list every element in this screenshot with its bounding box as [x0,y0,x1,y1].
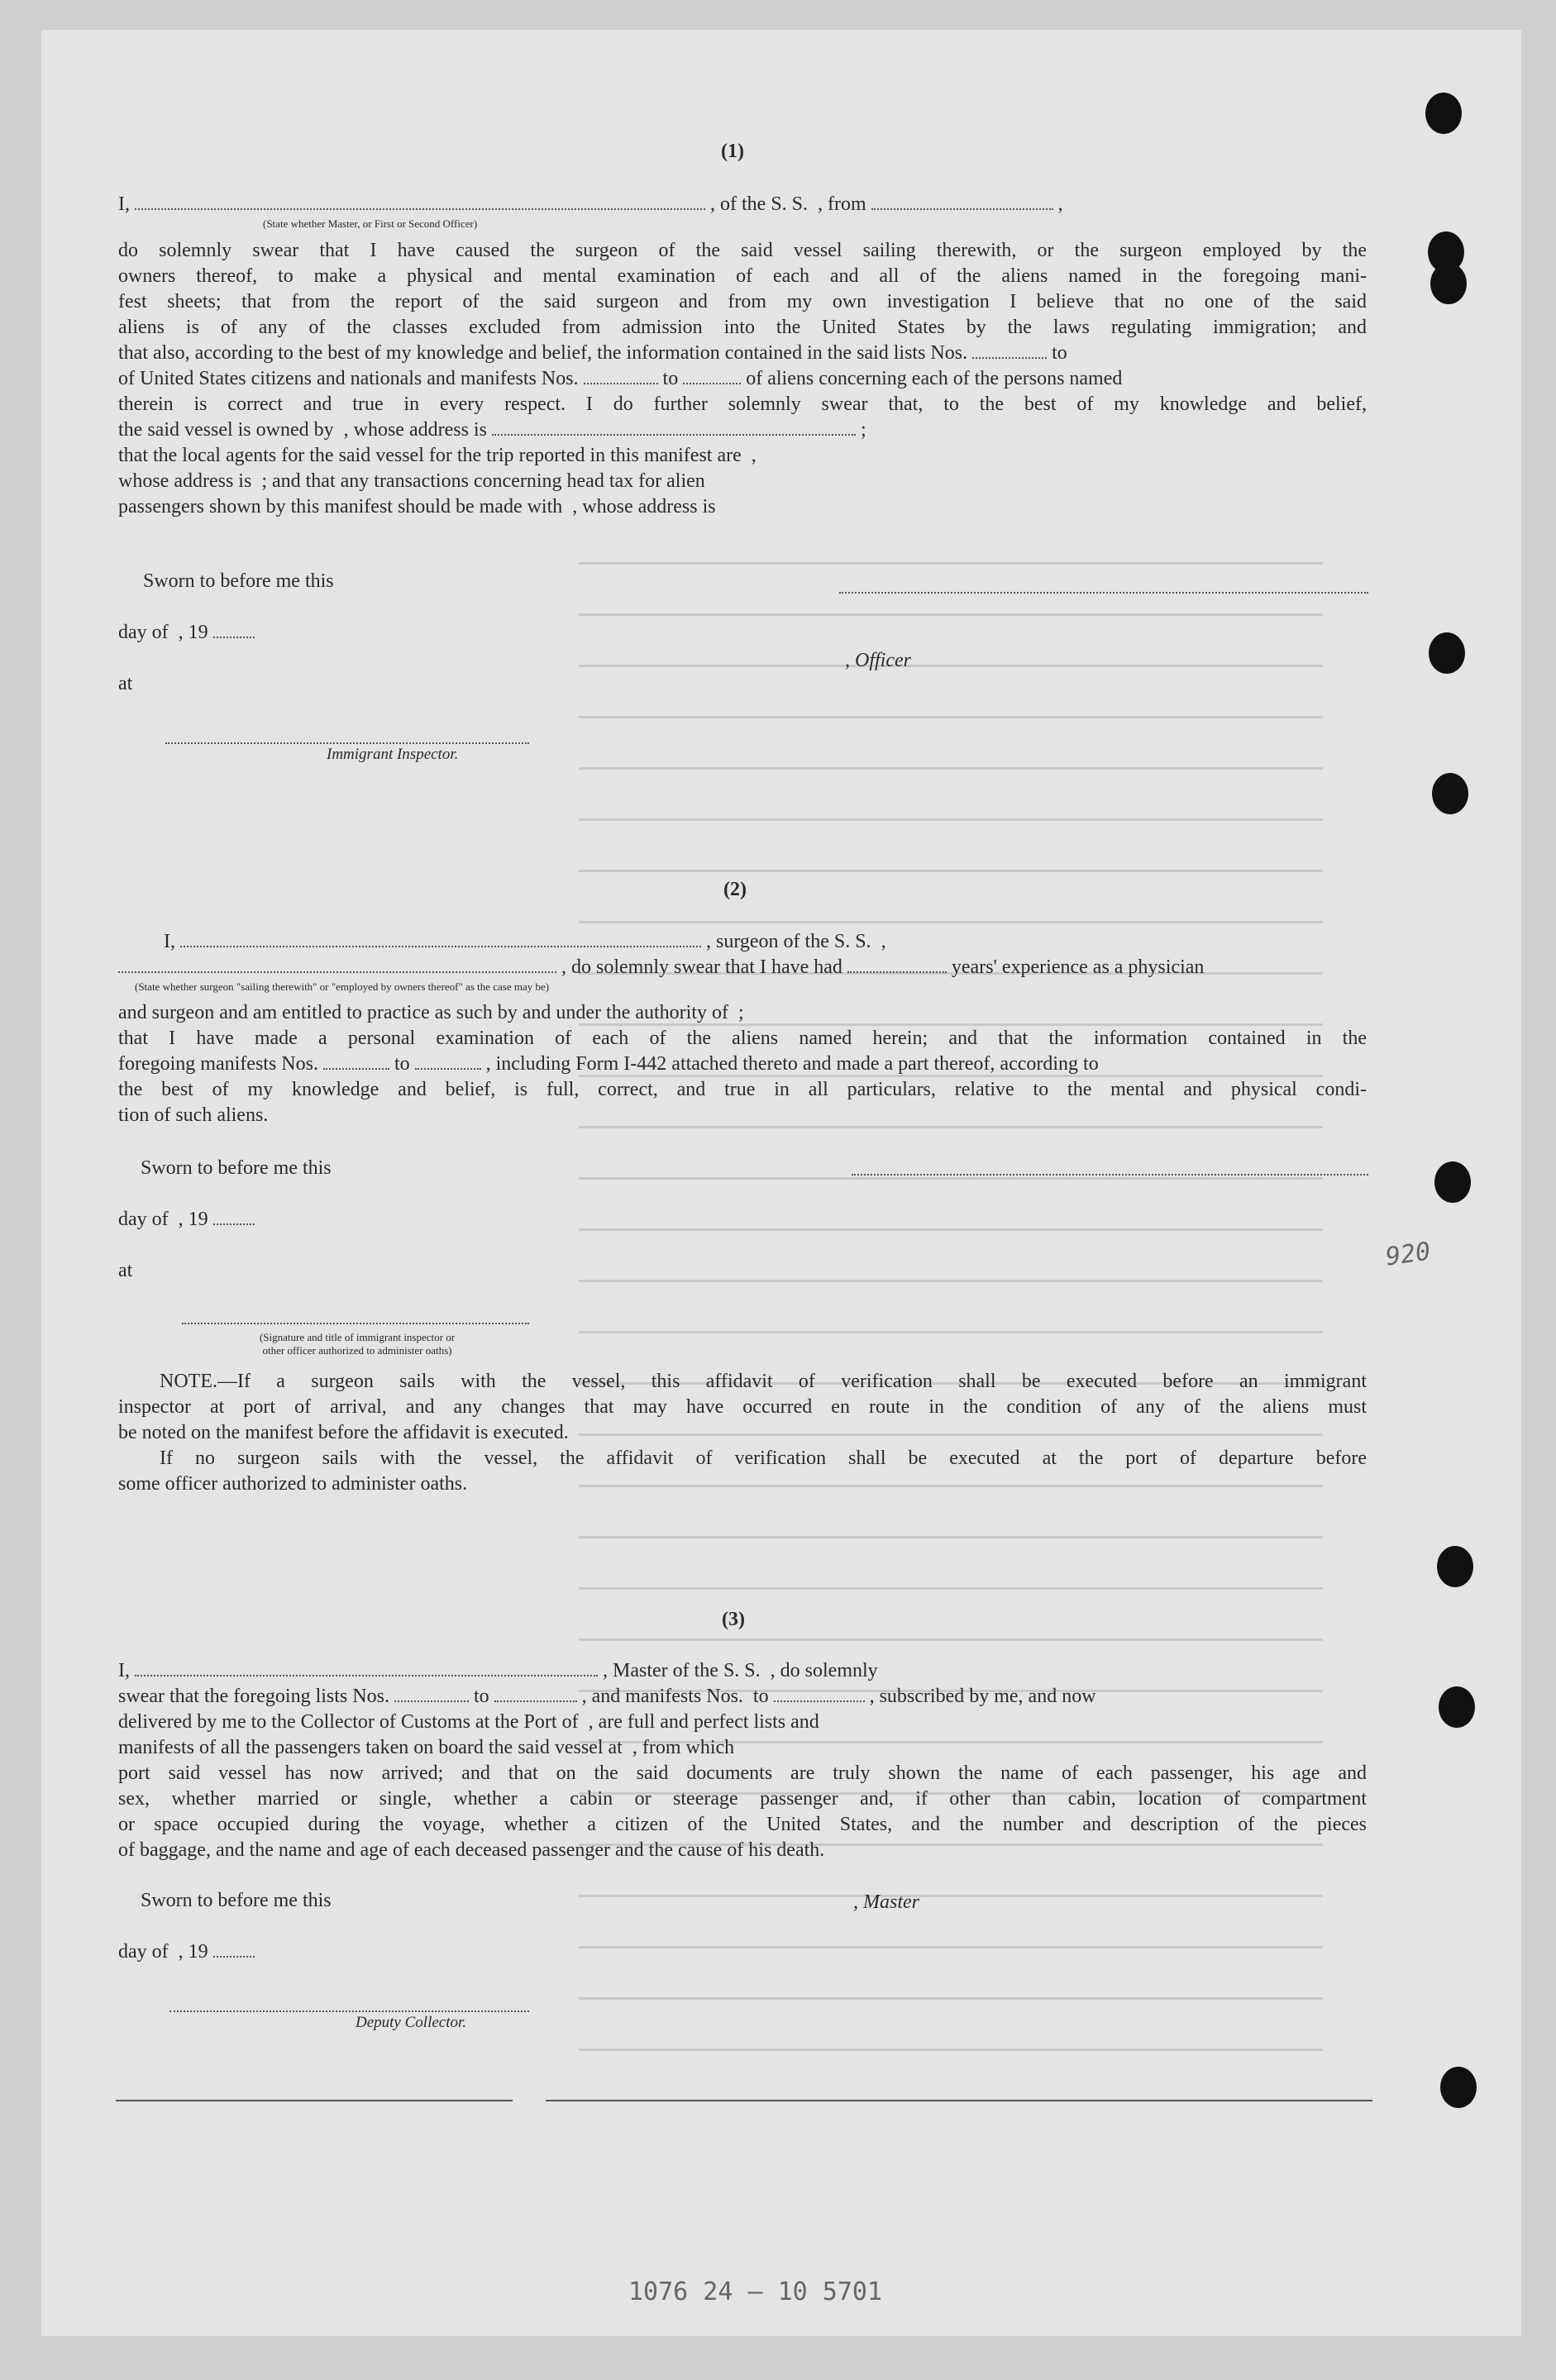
officer-rank-instruction: (State whether Master, or First or Second Officer) [263,217,478,230]
collector-signature-line[interactable] [169,2010,529,2012]
manifests-from-field[interactable] [584,368,658,384]
section-1-dayof: day of , 19 [118,620,532,646]
section-2-text: I, , surgeon of the S. S. , , do solemnly swear that I have had years' experience as a physician [118,929,1367,980]
master-lists-from-field[interactable] [394,1686,469,1702]
section-3-text: I, , Master of the S. S. , do solemnly swear that the foregoing lists Nos. to , and manifests Nos. to , subscribed by me, and now delivered by me to the Collector of Customs at the Port of , are full and perfect lists and manifests of all the passengers taken on board the said vessel at , from which port said vessel has now arrived; and that on the said documents are truly shown the name of each passenger, his age and sex, whether married or single, whether a cabin or steerage passenger and, if other than cabin, location of compartment or space occupied during the voyage, whether a citizen of the United States, and the number and description of the pieces of baggage, and the name and age of each deceased passenger and the cause of his death. [118,1660,1367,1861]
years-experience-field[interactable] [847,956,947,973]
bleed-through [579,529,1323,2100]
bottom-stamp-number: 1076 24 — 10 5701 [628,2277,883,2306]
surgeon-manifest-from-field[interactable] [323,1053,389,1070]
surgeon-status-instruction: (State whether surgeon "sailing therewith" or "employed by owners thereof" as the case may be) [135,980,550,993]
punch-hole [1430,263,1467,304]
officer-name-field[interactable] [135,193,705,210]
section-3-number: (3) [722,1609,745,1630]
manifests-to-field[interactable] [683,368,741,384]
administering-officer-line[interactable] [182,1323,529,1324]
section-1-at: at [118,673,133,694]
from-port-field[interactable] [871,193,1053,210]
section-3-jurat: Sworn to before me this [141,1890,332,1911]
bottom-rule-right [546,2100,1372,2101]
punch-hole [1439,1686,1475,1728]
master-sworn-year-field[interactable] [213,1941,255,1958]
surgeon-note: NOTE.—If a surgeon sails with the vessel, this affidavit of verification shall be executed before an immigrant inspector at port of arrival, and any changes that may have occurred en route in the condition of any of the aliens must be noted on the manifest before the affidavit is executed. If no surgeon sails with the vessel, the affidavit of verification shall be executed at the port of departure before some officer authorized to administer oaths. [118,1371,1367,1495]
surgeon-sworn-year-field[interactable] [213,1209,255,1225]
surgeon-signature-line[interactable] [852,1174,1368,1176]
owner-address-field[interactable] [492,419,856,436]
section-1-jurat: Sworn to before me this [143,570,334,592]
master-lists-to-field[interactable] [494,1686,577,1702]
margin-number: 920 [1383,1237,1433,1272]
section-1-number: (1) [721,141,744,162]
section-2-oath-text: and surgeon and am entitled to practice as such by and under the authority of ; that I have made a personal examination of each of the aliens named herein; and that the information contained in the foregoing manifests Nos. to , including Form I-442 attached thereto and made a part thereof, according to the best of my knowledge and belief, is full, correct, and true in all particulars, relative to the mental and physical condi- tion of such aliens. [118,1002,1367,1126]
section-2-number: (2) [723,879,747,900]
officer-signature-line-1[interactable] [839,592,1368,594]
master-manifests-to-field[interactable] [774,1686,865,1702]
lists-from-field[interactable] [972,342,1047,359]
punch-hole [1440,2067,1477,2108]
surgeon-status-field[interactable] [118,956,556,973]
surgeon-name-field[interactable] [180,931,701,947]
punch-hole [1432,773,1468,814]
punch-hole [1429,632,1465,674]
section-1-oath-text: do solemnly swear that I have caused the surgeon of the said vessel sailing therewith, or the surgeon employed by the owners thereof, to make a physical and mental examination of each and all of the aliens named in the foregoing mani- fest sheets; that from the report of the said surgeon and from my own investigation I believe that no one of the said aliens is of any of the classes excluded from admission into the United States by the laws regulating immigration; and that also, according to the best of my knowledge and belief, the information contained in the said lists Nos. to of United States citizens and nationals and manifests Nos. to of aliens concerning each of the persons named therein is correct and true in every respect. I do further solemnly swear that, to the best of my knowledge and belief, the said vessel is owned by , whose address is ; that the local agents for the said vessel for the trip reported in this manifest are , whose address is ; and that any transactions concerning head tax for alien passengers shown by this manifest should be made with , whose address is [118,240,1367,517]
section-3-dayof: day of , 19 [118,1939,532,1965]
section-1-line-1: I, , of the S. S. , from , [118,193,1063,215]
punch-hole [1425,93,1462,134]
master-signature: , Master [853,1891,919,1913]
section-2-jurat: Sworn to before me this [141,1157,332,1179]
sworn-year-field[interactable] [213,622,255,638]
officer-signature: , Officer [845,650,911,671]
master-name-field[interactable] [135,1660,598,1676]
section-2-at: at [118,1260,133,1281]
bottom-rule-left [116,2100,513,2101]
inspector-signature-line[interactable] [165,742,529,744]
signature-title-caption: (Signature and title of immigrant inspector or other officer authorized to administer oaths) [259,1331,456,1357]
surgeon-manifest-to-field[interactable] [415,1053,481,1070]
section-2-dayof: day of , 19 [118,1207,532,1233]
punch-hole [1437,1546,1473,1587]
punch-hole [1434,1161,1471,1203]
collector-caption: Deputy Collector. [356,2014,467,2031]
inspector-caption: Immigrant Inspector. [327,746,459,763]
